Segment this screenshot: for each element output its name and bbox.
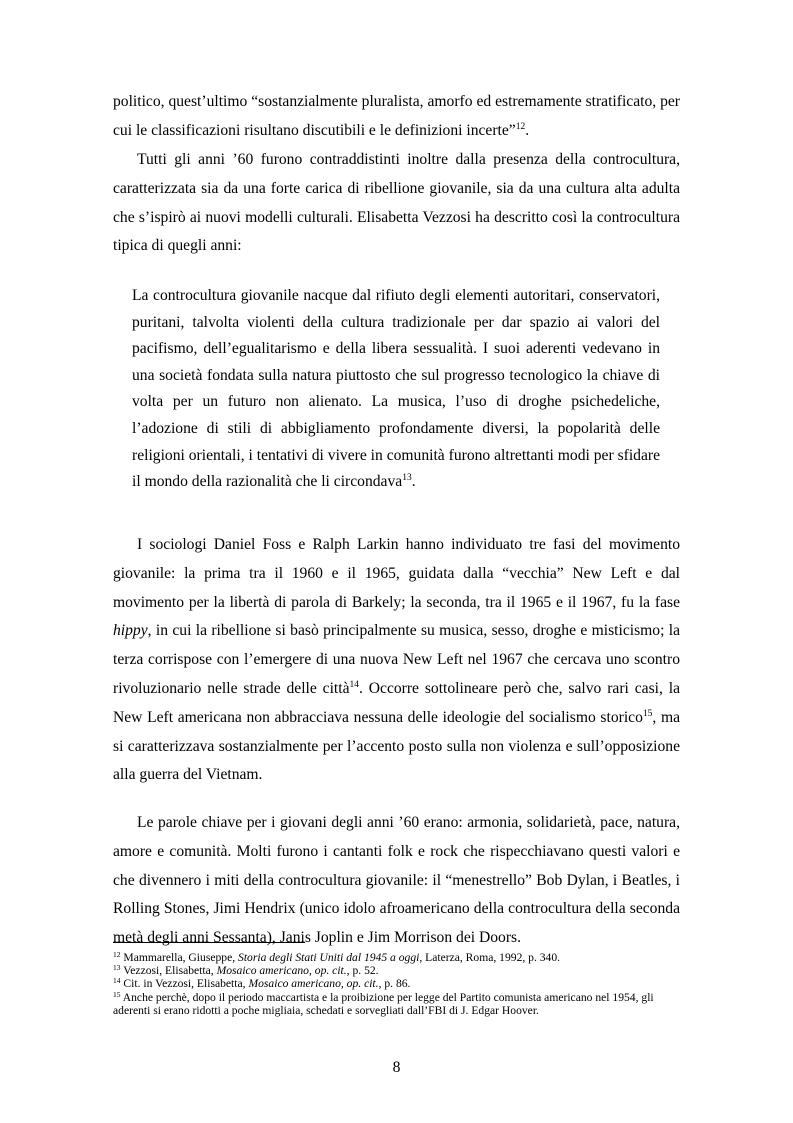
footnote-ref: 12: [515, 121, 526, 132]
footnote-text: Cit. in Vezzosi, Elisabetta,: [120, 977, 249, 991]
footnote-15: [113, 991, 680, 1017]
footnote-text: , p. 52.: [346, 964, 379, 978]
paragraph-text: politico, quest’ultimo “sostanzialmente pluralista, amorfo ed estremamente stratificato, per cui le classificazioni risultano discutibili e le definizioni incerte”: [113, 93, 680, 139]
footnotes: [113, 951, 680, 1017]
punctuation: .: [525, 121, 530, 139]
block-quote: [132, 283, 660, 496]
italic-term: hippy: [113, 622, 148, 640]
footnote-text: , p. 86.: [378, 977, 411, 991]
footnote-ref: 13: [402, 473, 412, 484]
footnote-ref: 15: [642, 708, 653, 719]
footnote-ref: 14: [349, 679, 359, 690]
footnote-text: Anche perchè, dopo il periodo maccartista e la proibizione per legge del Partito comunista americano nel 1954, gli aderenti si erano ridotti a poche migliaia, schedati e sorvegliati dall’FBI di J. Edgar Hoover.: [113, 990, 654, 1017]
footnote-separator: [113, 942, 305, 943]
footnote-title: Storia degli Stati Uniti dal 1945 a oggi: [238, 951, 420, 964]
footnote-text: ,: [308, 964, 315, 978]
footnote-text: Mammarella, Giuseppe,: [120, 951, 239, 964]
paragraph-text: . Occorre sottolineare però che, salvo rari casi, la New Left americana non abbracciava nessuna delle ideologie del socialismo storico: [113, 679, 680, 726]
paragraph-controcultura: Tutti gli anni ’60 furono contraddistinti inoltre dalla presenza della controcultura, caratterizzata sia da una forte carica di ribellione giovanile, sia da una cultura alta adulta che s’ispirò ai nuovi modelli culturali. Elisabetta Vezzosi ha descritto così la controcultura tipica di quegli anni:: [113, 151, 680, 255]
footnote-number: 12: [113, 950, 121, 959]
paragraph-text: , in cui la ribellione si basò principalmente su musica, sesso, droghe e misticismo; la terza corrispose con l’emergere di una nuova New Left nel 1967 che cercava uno scontro rivoluzionario nelle strade delle città: [113, 622, 680, 697]
footnote-text: Vezzosi, Elisabetta,: [120, 964, 217, 978]
footnote-number: 14: [113, 976, 121, 986]
punctuation: .: [411, 473, 416, 491]
footnote-text: , Laterza, Roma, 1992, p. 340.: [419, 951, 561, 964]
footnote-12: [113, 951, 680, 964]
footnote-text: ,: [340, 977, 347, 991]
footnote-title: Mosaico americano: [248, 977, 341, 991]
footnote-abbrev: op. cit.: [346, 977, 379, 991]
paragraph-continuation: [113, 88, 680, 146]
footnote-14: [113, 977, 680, 990]
footnote-number: 13: [113, 963, 121, 973]
footnote-13: [113, 964, 680, 977]
paragraph-text: , ma si caratterizzava sostanzialmente per l’accento posto sulla non violenza e sull’opposizione alla guerra del Vietnam.: [113, 708, 680, 784]
quote-text: La controcultura giovanile nacque dal rifiuto degli elementi autoritari, conservatori, puritani, talvolta violenti della cultura tradizionale per dar spazio ai valori del pacifismo, dell’egualitarismo e della libera sessualità. I suoi aderenti vedevano in una società fondata sulla natura piuttosto che sul progresso tecnologico la chiave di volta per un futuro non alienato. La musica, l’uso di droghe psichedeliche, l’adozione di stili di abbigliamento profondamente diversi, la popolarità delle religioni orientali, i tentativi di vivere in comunità furono altrettanti modi per sfidare il mondo della razionalità che li circondava: [132, 287, 660, 491]
footnote-abbrev: op. cit.: [314, 964, 347, 978]
paragraph-text: I sociologi Daniel Foss e Ralph Larkin hanno individuato tre fasi del movimento giovanile: la prima tra il 1960 e il 1965, guidata dalla “vecchia” New Left e dal movimento per la libertà di parola di Barkely; la seconda, tra il 1965 e il 1967, fu la fase: [113, 536, 680, 611]
paragraph-movimento: [113, 531, 680, 790]
footnote-title: Mosaico americano: [216, 964, 309, 978]
paragraph-parole-chiave: Le parole chiave per i giovani degli anni ’60 erano: armonia, solidarietà, pace, natura, amore e comunità. Molti furono i cantanti folk e rock che rispecchiavano questi valori e che divennero i miti della controcultura giovanile: il “menestrello” Bob Dylan, i Beatles, i Rolling Stones, Jimi Hendrix (unico idolo afroamericano della controcultura della seconda metà degli anni Sessanta), Janis Joplin e Jim Morrison dei Doors.: [113, 814, 680, 947]
footnote-number: 15: [113, 989, 121, 999]
page-number: 8: [392, 1059, 401, 1076]
